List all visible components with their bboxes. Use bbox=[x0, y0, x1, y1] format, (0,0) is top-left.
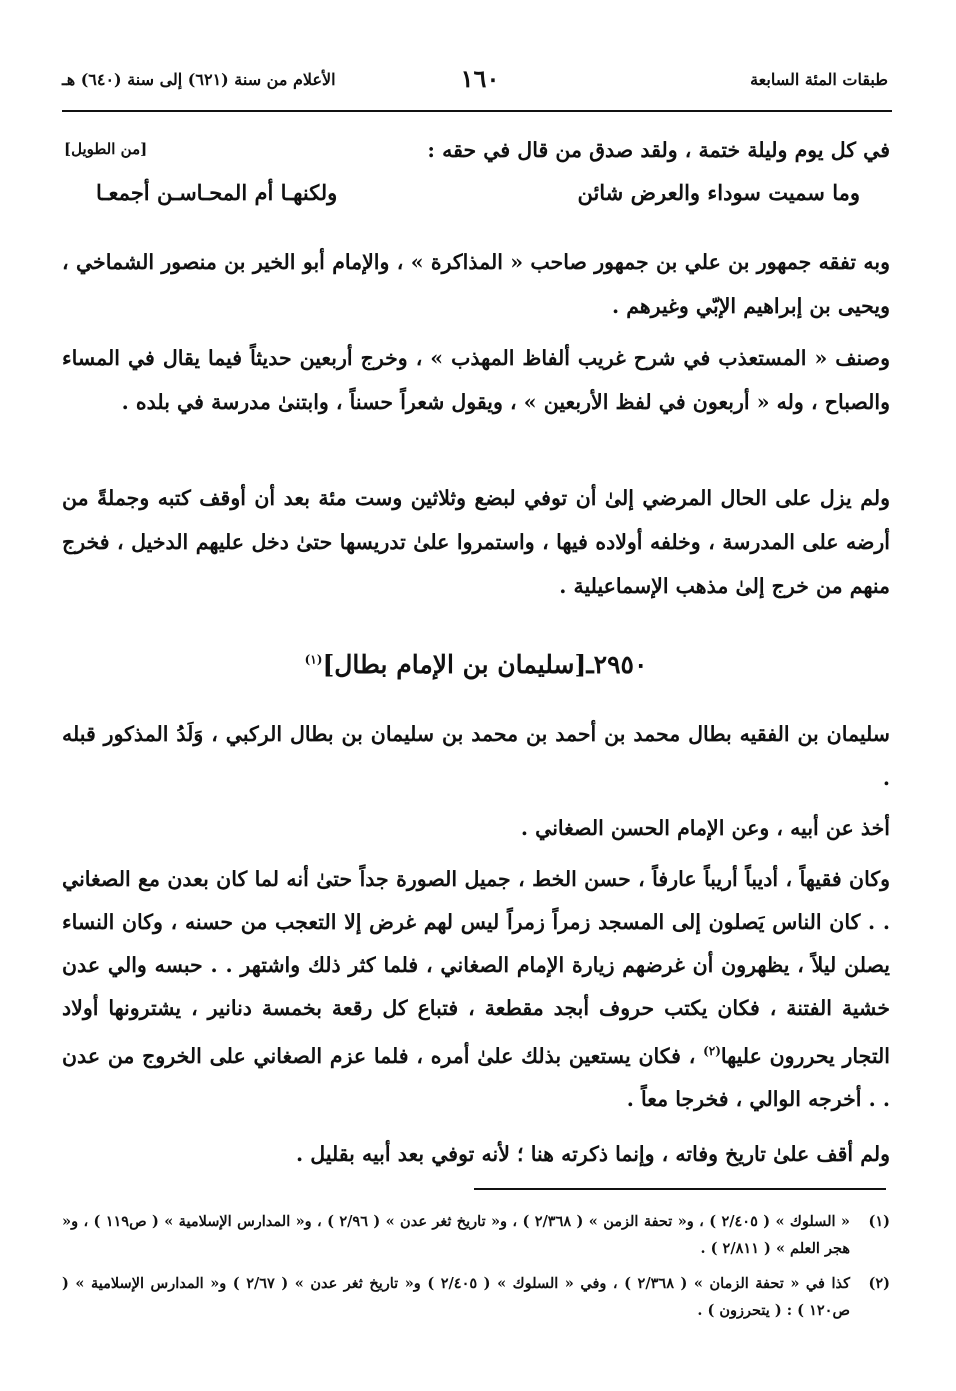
entry-heading bbox=[62, 650, 890, 679]
footnote-rule bbox=[474, 1188, 886, 1190]
running-header-book-title: طبقات المئة السابعة bbox=[750, 70, 888, 89]
footnote-2-number: (٢) bbox=[868, 1275, 890, 1292]
page-number: ١٦٠ bbox=[460, 64, 500, 93]
footnote-2 bbox=[62, 1270, 890, 1324]
paragraph-final: ولم أقف علىٰ تاريخ وفاته ، وإنما ذكرته هنا ؛ لأنه توفي بعد أبيه بقليل . bbox=[296, 1142, 890, 1166]
footnote-1-text: « السلوك » ( ٢/٤٠٥ ) ، و« تحفة الزمن » ( ٢/٣٦٨ ) ، و« تاريخ ثغر عدن » ( ٢/٩٦ ) ، و« المدارس الإسلامية » ( ص١١٩ ) ، و« هجر العلم » ( ٢/٨١١ ) . bbox=[62, 1213, 850, 1257]
opening-line: في كل يوم وليلة ختمة ، ولقد صدق من قال في حقه : bbox=[427, 138, 890, 162]
description-footnote-ref: (٢) bbox=[703, 1044, 721, 1058]
entry-footnote-ref: (١) bbox=[304, 652, 323, 667]
paragraph-lineage: سليمان بن الفقيه بطال محمد بن أحمد بن محمد بن سليمان بن بطال الركبي ، وَلَدُ المذكور قبله . bbox=[62, 722, 890, 790]
verse-first-hemistich: وما سميت سوداء والعرض شائن bbox=[577, 180, 860, 205]
paragraph-description bbox=[62, 858, 890, 1121]
poetry-meter-label: [من الطويل] bbox=[64, 140, 148, 158]
paragraph-works: وصنف « المستعذب في شرح غريب ألفاظ المهذب » ، وخرج أربعين حديثاً فيما يقال في المساء والصباح ، وله « أربعون في لفظ الأربعين » ، ويقول شعراً حسناً ، وابتنىٰ مدرسة في بلده . bbox=[62, 346, 890, 414]
description-text: وكان فقيهاً ، أديباً أريباً عارفاً ، حسن الخط ، جميل الصورة جداً حتىٰ أنه لما كان بعدن مع الصغاني . . كان الناس يَصلون إلى المسجد زمراً زمراً ليس لهم غرض إلا التعجب من حسنه ، وكان النساء يصلن ليلاً ، يظهرون أن غرضهم زيارة الإمام الصغاني ، فلما كثر ذلك واشتهر . . حبسه والي عدن خشية الفتنة ، فكان يكتب حروف أبجد مقطعة ، فتباع كل رقعة بخمسة دنانير ، يشترونها أولاد التجار يحررون عليها bbox=[62, 867, 890, 1068]
footnote-1-number: (١) bbox=[868, 1213, 890, 1230]
footnote-1 bbox=[62, 1208, 890, 1262]
entry-number: ٢٩٥٠ bbox=[593, 650, 648, 679]
description-text-cont: ، فكان يستعين بذلك علىٰ أمره ، فلما عزم الصغاني على الخروج من عدن . . أخرجه الوالي ، فخرجا معاً . bbox=[62, 1043, 890, 1111]
paragraph-death: ولم يزل على الحال المرضي إلىٰ أن توفي لبضع وثلاثين وست مئة بعد أن أوقف كتبه وجملةً من أرضه على المدرسة ، وخلفه أولاده فيها ، واستمروا علىٰ تدريسها حتىٰ دخل عليهم الدخيل ، فخرج منهم من خرج إلىٰ مذهب الإسماعيلية . bbox=[62, 486, 890, 598]
footnote-2-text: كذا في « تحفة الزمان » ( ٢/٣٦٨ ) ، وفي « السلوك » ( ٢/٤٠٥ ) و« تاريخ ثغر عدن » ( ٢/٦٧ ) و« المدارس الإسلامية » ( ص١٢٠ ) : ( يتحرزون ) . bbox=[62, 1275, 850, 1319]
running-header-section-range: الأعلام من سنة (٦٢١) إلى سنة (٦٤٠) هـ bbox=[62, 70, 336, 89]
paragraph-students: وبه تفقه جمهور بن علي بن جمهور صاحب « المذاكرة » ، والإمام أبو الخير بن منصور الشماخي ، ويحيى بن إبراهيم الإبّي وغيرهم . bbox=[62, 250, 890, 318]
entry-title: [سليمان بن الإمام بطال] bbox=[322, 650, 587, 679]
paragraph-teachers: أخذ عن أبيه ، وعن الإمام الحسن الصغاني . bbox=[520, 816, 890, 840]
verse-second-hemistich: ولكنهـا أم المحـاسـن أجمعـا bbox=[96, 180, 338, 205]
entry-dash: ـ bbox=[586, 650, 594, 679]
header-rule bbox=[62, 110, 892, 112]
